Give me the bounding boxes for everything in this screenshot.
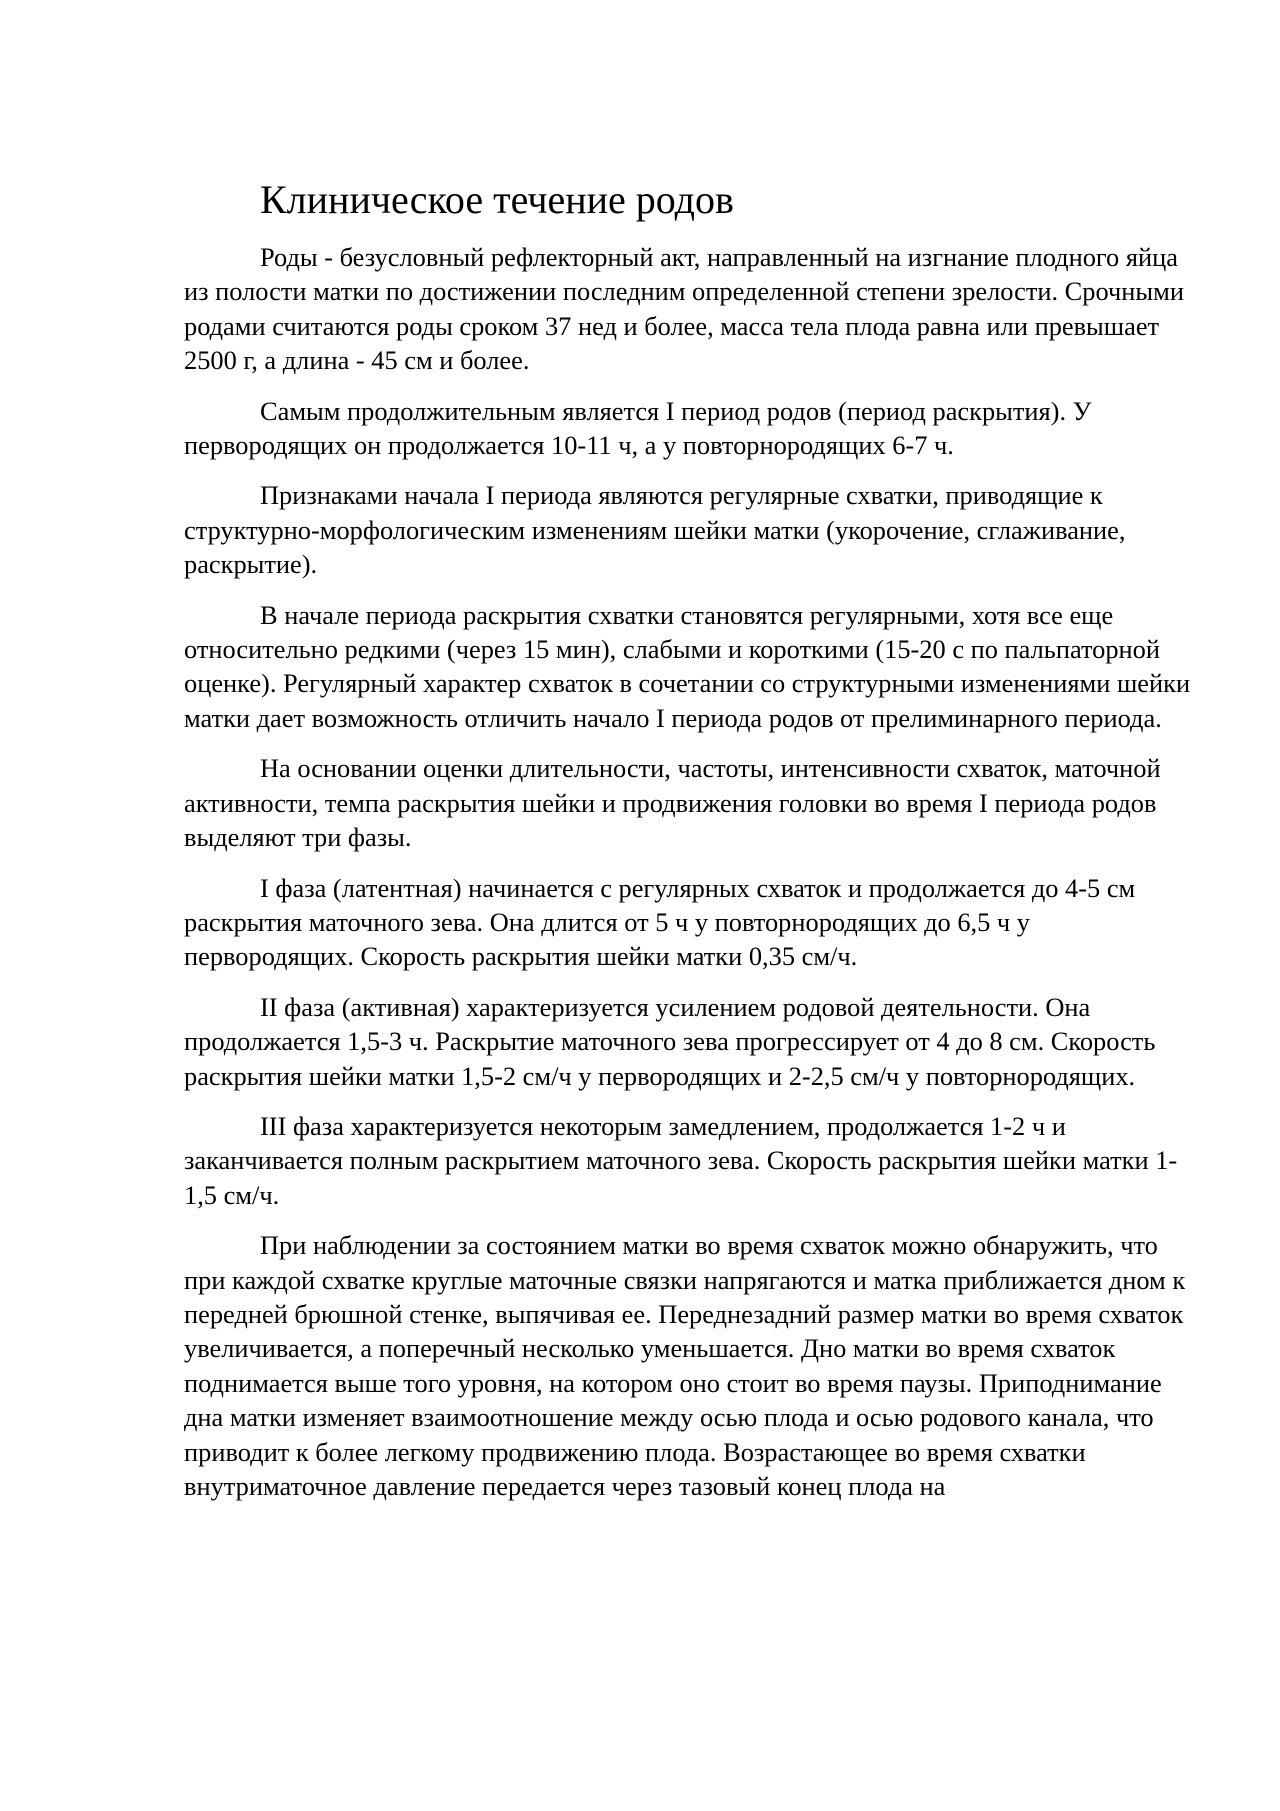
paragraph-first-period-duration: Самым продолжительным является I период родов (период раскрытия). У первородящих он продолжается 10-11 ч, а у повторнородящих 6-7 ч. xyxy=(184,395,1092,461)
paragraph-phase-three: III фаза характеризуется некоторым замедлением, продолжается 1-2 ч и заканчивается полным раскрытием маточного зева. Скорость раскрытия шейки матки 1-1,5 см/ч. xyxy=(184,1110,1178,1210)
paragraph-uterus-observation: При наблюдении за состоянием матки во время схваток можно обнаружить, что при каждой схватке круглые маточные связки напрягаются и матка приближается дном к передней брюшной стенке, выпячивая ее. Переднезадний размер матки во время схваток увеличивается, а поперечный несколько уменьшается. Дно матки во время схваток поднимается выше того уровня, на котором оно стоит во время паузы. Приподнимание дна матки изменяет взаимоотношение между осью плода и осью родового канала, что приводит к более легкому продвижению плода. Возрастающее во время схватки внутриматочное давление передается через тазовый конец плода на xyxy=(184,1230,1186,1501)
paragraph-definition: Роды - безусловный рефлекторный акт, направленный на изгнание плодного яйца из полости матки по достижении последним определенной степени зрелости. Срочными родами считаются роды сроком 37 нед и более, масса тела плода равна или превышает 2500 г, а длина - 45 см и более. xyxy=(184,242,1184,376)
paragraph-phase-one: I фаза (латентная) начинается с регулярных схваток и продолжается до 4-5 см раскрытия маточного зева. Она длится от 5 ч у повторнородящих до 6,5 ч у первородящих. Скорость раскрытия шейки матки 0,35 см/ч. xyxy=(184,872,1136,972)
paragraph-first-period-signs: Признаками начала I периода являются регулярные схватки, приводящие к структурно-морфологическим изменениям шейки матки (укорочение, сглаживание, раскрытие). xyxy=(184,480,1126,580)
paragraph-three-phases: На основании оценки длительности, частоты, интенсивности схваток, маточной активности, темпа раскрытия шейки и продвижения головки во время I периода родов выделяют три фазы. xyxy=(184,753,1161,853)
document-title: Клиническое течение родов xyxy=(260,177,734,222)
paragraph-contractions-onset: В начале периода раскрытия схватки становятся регулярными, хотя все еще относительно редкими (через 15 мин), слабыми и короткими (15-20 с по пальпаторной оценке). Регулярный характер схваток в сочетании со структурными изменениями шейки матки дает возможность отличить начало I периода родов от прелиминарного периода. xyxy=(184,599,1191,733)
document-body xyxy=(184,172,1200,1519)
paragraph-phase-two: II фаза (активная) характеризуется усилением родовой деятельности. Она продолжается 1,5-3 ч. Раскрытие маточного зева прогрессирует от 4 до 8 см. Скорость раскрытия шейки матки 1,5-2 см/ч у первородящих и 2-2,5 см/ч у повторнородящих. xyxy=(184,991,1156,1091)
